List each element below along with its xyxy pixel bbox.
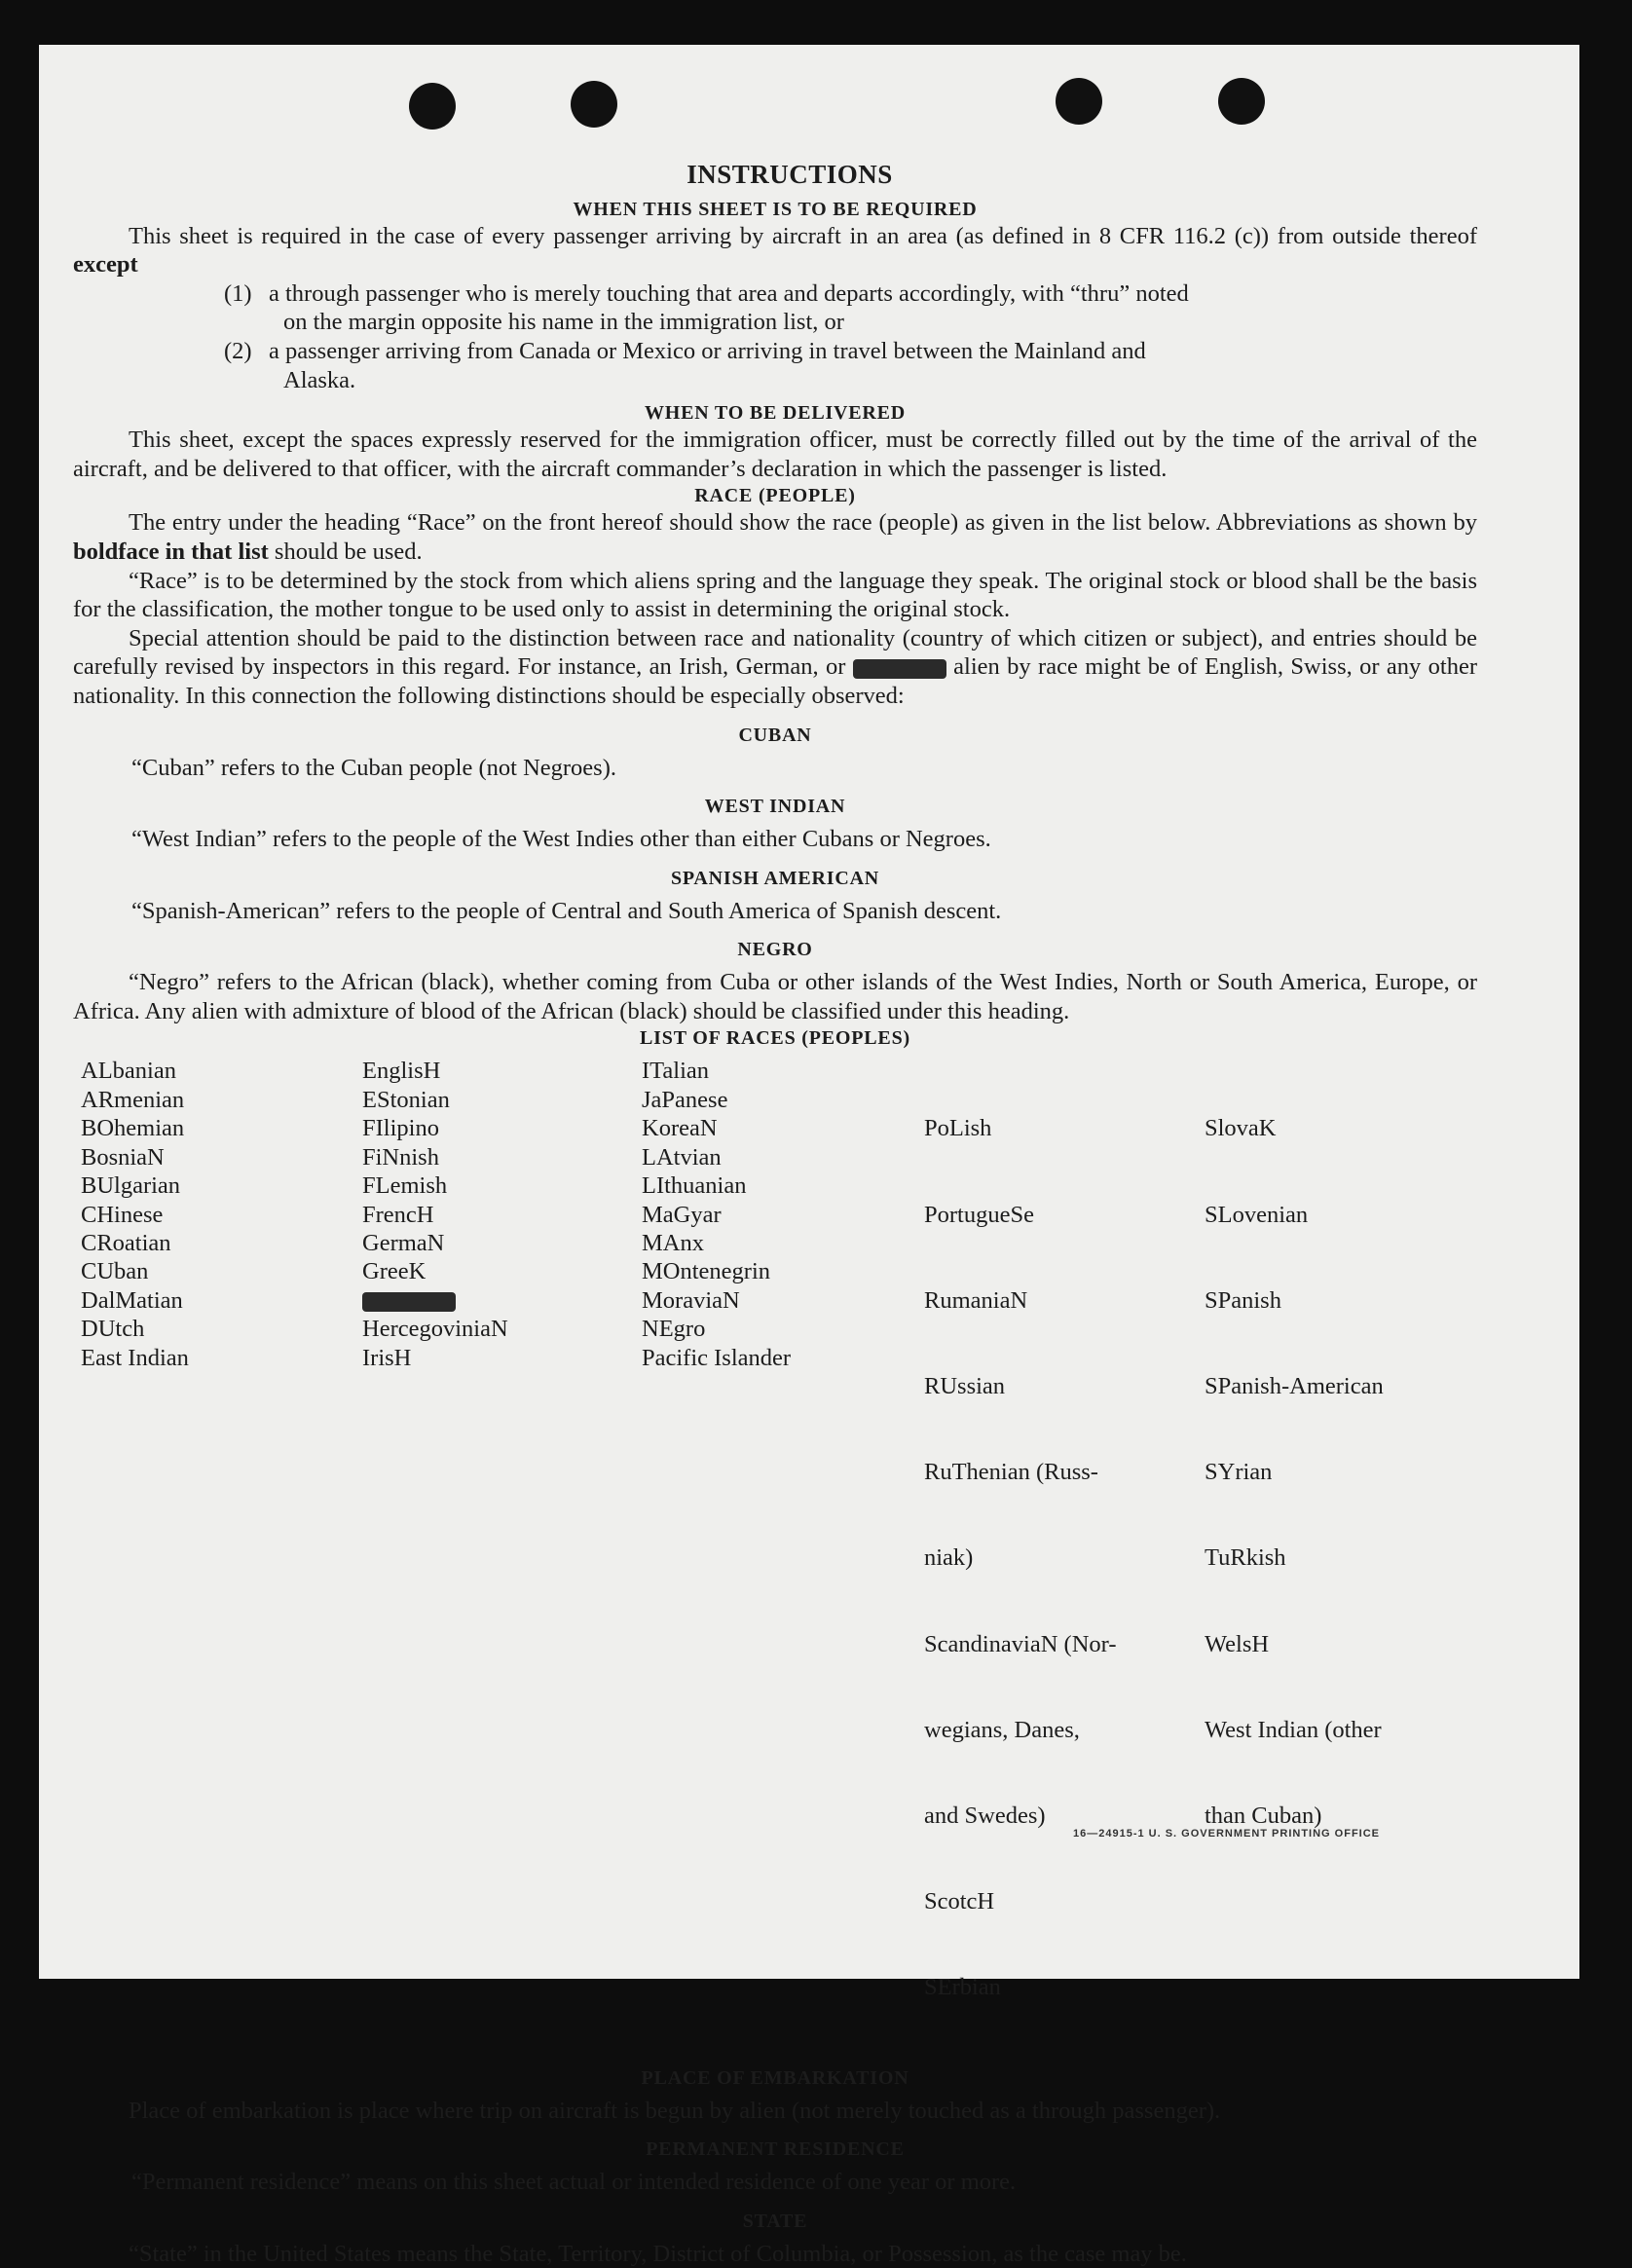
race-p1-bold: boldface in that list — [73, 538, 269, 565]
item-number: (1) — [224, 279, 252, 307]
races-list — [81, 1057, 1477, 2059]
race-entry: Pacific Islander — [642, 1344, 792, 1371]
race-entry: MOntenegrin — [642, 1258, 770, 1285]
item2-line1: a passenger arriving from Canada or Mexico or arriving in travel between the Mainland and — [269, 337, 1146, 364]
race-entry: EnglisH — [362, 1058, 441, 1085]
race-entry: East Indian — [81, 1344, 189, 1371]
item1-line2: on the margin opposite his name in the immigration list, or — [283, 309, 844, 336]
item-number: (2) — [224, 337, 252, 364]
item-text — [263, 279, 1477, 337]
heading-place-of-embarkation: PLACE OF EMBARKATION — [641, 2066, 909, 2089]
redacted-word — [853, 659, 946, 679]
race-entry: TuRkish — [1205, 1544, 1286, 1572]
race-entry: RuThenian (Russ- — [924, 1459, 1098, 1486]
heading-cuban: CUBAN — [738, 724, 812, 746]
paragraph-state: “State” in the United States means the State, Territory, District of Columbia, or Possession, as the case may be. — [129, 2240, 1187, 2267]
race-entry: NEgro — [642, 1316, 706, 1343]
race-entry: ScandinaviaN (Nor- — [924, 1630, 1117, 1657]
paragraph-negro: “Negro” refers to the African (black), whether coming from Cuba or other islands of the West Indies, North or South America, Europe, or Africa. Any alien with admixture of blood of the African (black) should be classified under this heading. — [73, 969, 1477, 1024]
paragraph-race-3 — [73, 624, 1477, 711]
race-p1-end: should be used. — [274, 538, 423, 565]
heading-when-delivered: WHEN TO BE DELIVERED — [644, 402, 907, 425]
race-entry: ALbanian — [81, 1058, 176, 1085]
race-entry: CUban — [81, 1258, 149, 1285]
race-entry: SErbian — [924, 1974, 1001, 2001]
when-required-except: except — [73, 251, 138, 279]
race-entry-redacted — [362, 1286, 642, 1315]
instructions-content — [73, 161, 1477, 2268]
item2-line2: Alaska. — [283, 366, 356, 393]
paragraph-cuban: “Cuban” refers to the Cuban people (not Negroes). — [131, 754, 616, 781]
race-entry: JaPanese — [642, 1086, 728, 1113]
page-title: INSTRUCTIONS — [686, 160, 893, 189]
punch-hole-3 — [1056, 78, 1102, 125]
heading-spanish-american: SPANISH AMERICAN — [670, 867, 880, 889]
paragraph-spanish-american: “Spanish-American” refers to the people of Central and South America of Spanish descent. — [131, 897, 1002, 924]
race-entry: HercegoviniaN — [362, 1316, 508, 1343]
race-entry: DalMatian — [81, 1286, 183, 1314]
paragraph-race-1 — [73, 508, 1477, 566]
punch-hole-2 — [571, 81, 617, 128]
race-entry: WelsH — [1205, 1630, 1270, 1657]
when-required-intro: This sheet is required in the case of every passenger arriving by aircraft in an area (as defined in 8 CFR 116.2 (c)) from outside thereof — [129, 222, 1477, 249]
race-entry: SYrian — [1205, 1459, 1273, 1486]
races-column — [924, 1057, 1205, 2059]
race-entry: FIlipino — [362, 1115, 439, 1142]
race-entry: EStonian — [362, 1086, 450, 1113]
redacted-word — [362, 1292, 456, 1312]
race-p1-text: The entry under the heading “Race” on the front hereof should show the race (people) as given in the list below. Abbreviations as shown by — [129, 509, 1477, 537]
race-entry: West Indian (other — [1205, 1716, 1382, 1743]
race-entry: RUssian — [924, 1372, 1006, 1399]
race-entry: BosniaN — [81, 1143, 165, 1171]
item1-line1: a through passenger who is merely touching that area and departs accordingly, with “thru” noted — [269, 279, 1189, 307]
race-entry: niak) — [924, 1544, 974, 1572]
race-entry: PoLish — [924, 1115, 992, 1142]
paragraph-place-of-embarkation: Place of embarkation is place where trip on aircraft is begun by alien (not merely touched as a through passenger). — [129, 2097, 1221, 2124]
race-entry: SlovaK — [1205, 1115, 1277, 1142]
paragraph-permanent-residence: “Permanent residence” means on this sheet actual or intended residence of one year or more. — [131, 2169, 1017, 2196]
heading-west-indian: WEST INDIAN — [704, 796, 846, 818]
race-entry: wegians, Danes, — [924, 1716, 1080, 1743]
paragraph-when-delivered: This sheet, except the spaces expressly reserved for the immigration officer, must be correctly filled out by the time of the arrival of the aircraft, and be delivered to that officer, with the aircraft commander’s declaration in which the passenger is listed. — [73, 427, 1477, 482]
race-entry: FLemish — [362, 1172, 448, 1200]
race-entry: CRoatian — [81, 1229, 171, 1256]
heading-list-of-races: LIST OF RACES (PEOPLES) — [640, 1027, 910, 1050]
heading-negro: NEGRO — [737, 939, 813, 961]
heading-state: STATE — [742, 2210, 808, 2232]
race-entry: LAtvian — [642, 1143, 722, 1171]
race-entry: FiNnish — [362, 1143, 439, 1171]
race-entry: FrencH — [362, 1201, 434, 1228]
race-entry: SPanish — [1205, 1286, 1281, 1314]
paragraph-west-indian: “West Indian” refers to the people of the West Indies other than either Cubans or Negroes. — [131, 826, 991, 853]
item-text — [263, 337, 1477, 394]
race-entry: CHinese — [81, 1201, 164, 1228]
race-entry: MAnx — [642, 1229, 704, 1256]
races-column — [362, 1057, 642, 2059]
heading-when-required: WHEN THIS SHEET IS TO BE REQUIRED — [573, 198, 978, 220]
race-entry: GreeK — [362, 1258, 427, 1285]
race-p3-text: Special attention should be paid to the distinction between race and nationality (country of which citizen or subject), and entries should be carefully revised by inspectors in this regard. For instance, an Irish, German, or — [73, 624, 1477, 681]
exception-item-1 — [224, 279, 1477, 337]
race-entry: ScotcH — [924, 1888, 995, 1915]
race-entry: GermaN — [362, 1229, 445, 1256]
race-entry: RumaniaN — [924, 1286, 1028, 1314]
race-entry: and Swedes) — [924, 1803, 1046, 1830]
race-entry: DUtch — [81, 1316, 145, 1343]
punch-hole-4 — [1218, 78, 1265, 125]
race-entry: IrisH — [362, 1344, 412, 1371]
exception-item-2 — [224, 337, 1477, 394]
race-entry: LIthuanian — [642, 1172, 747, 1200]
race-entry: MoraviaN — [642, 1286, 740, 1314]
race-entry: ARmenian — [81, 1086, 185, 1113]
paragraph-when-required — [73, 222, 1477, 279]
punch-hole-1 — [409, 83, 456, 130]
paragraph-race-2: “Race” is to be determined by the stock from which aliens spring and the language they speak. The original stock or blood shall be the basis for the classification, the mother tongue to be used only to assist in determining the original stock. — [73, 567, 1477, 623]
race-entry: BUlgarian — [81, 1172, 181, 1200]
races-column — [81, 1057, 362, 2059]
race-p3-end: alien by race might be of English, Swiss, or any other nationality. In this connection the following distinctions should be especially observed: — [73, 653, 1478, 709]
race-entry: MaGyar — [642, 1201, 722, 1228]
heading-permanent-residence: PERMANENT RESIDENCE — [646, 2138, 905, 2161]
race-entry: ITalian — [642, 1058, 710, 1085]
race-entry: KoreaN — [642, 1115, 718, 1142]
races-column — [642, 1057, 924, 2059]
race-entry: PortugueSe — [924, 1201, 1034, 1228]
races-column — [1205, 1057, 1485, 2059]
race-entry: SLovenian — [1205, 1201, 1309, 1228]
race-entry: SPanish-American — [1205, 1372, 1384, 1399]
heading-race: RACE (PEOPLE) — [694, 485, 856, 507]
race-entry: than Cuban) — [1205, 1803, 1322, 1830]
printing-office-note: 16—24915-1 U. S. GOVERNMENT PRINTING OFFICE — [1073, 1828, 1381, 1840]
document-sheet — [39, 45, 1579, 2267]
race-entry: BOhemian — [81, 1115, 185, 1142]
